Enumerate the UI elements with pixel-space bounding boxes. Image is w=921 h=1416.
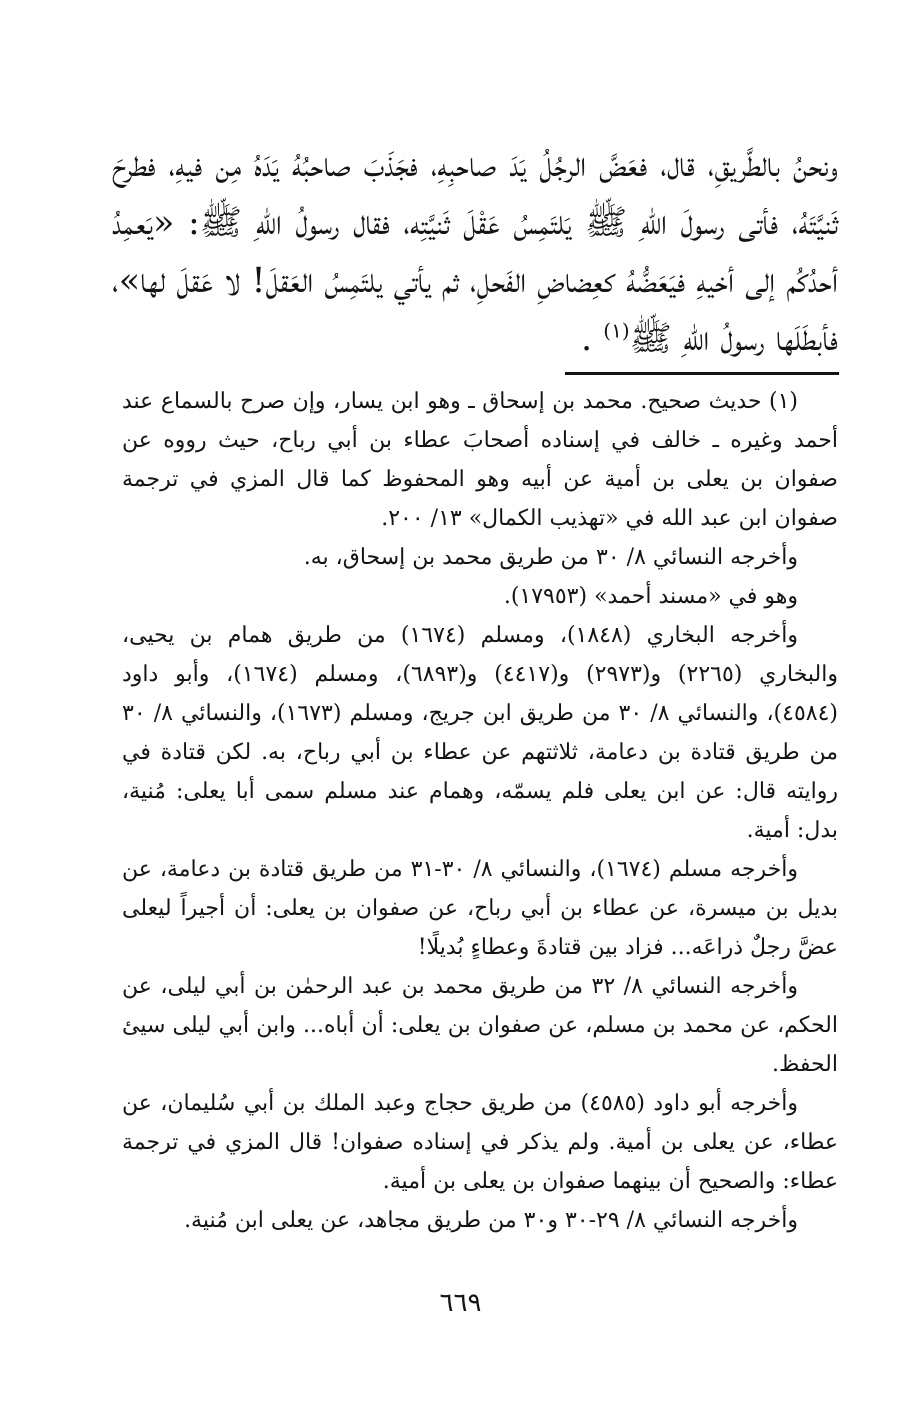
- footnote-paragraph: وأخرجه أبو داود (٤٥٨٥) من طريق حجاج وعبد الملك بن أبي سُليمان، عن عطاء، عن يعلى بن أمية. ولم يذكر في إسناده صفوان! قال المزي في ترجمة عطاء: والصحيح أن بينهما صفوان بن يعلى بن أمية.: [122, 1091, 838, 1194]
- footnote-paragraph: وأخرجه مسلم (١٦٧٤)، والنسائي ٨/ ٣٠-٣١ من طريق قتادة بن دعامة، عن بديل بن ميسرة، عن عطاء بن أبي رباح، عن صفوان بن يعلى: أن أجيراً ليعلى عضَّ رجلٌ ذراعَه... فزاد بين قتادةَ وعطاءٍ بُديلًا!: [122, 857, 838, 960]
- footnote-separator: [565, 372, 839, 375]
- footnote-marker: (١): [603, 318, 630, 343]
- footnote-paragraph: وهو في «مسند أحمد» (١٧٩٥٣).: [503, 584, 798, 609]
- footnote-paragraph: وأخرجه النسائي ٨/ ٣٢ من طريق محمد بن عبد الرحمٰن بن أبي ليلى، عن الحكم، عن محمد بن مسلم، عن صفوان بن يعلى: أن أباه... وابن أبي ليلى سيئ الحفظ.: [122, 974, 838, 1077]
- footnote-1: (١) حديث صحيح. محمد بن إسحاق ـ وهو ابن يسار، وإن صرح بالسماع عند أحمد وغيره ـ خالف في إسناده أصحابَ عطاء بن أبي رباح، حيث رووه عن صفوان بن يعلى بن أمية عن أبيه وهو المحفوظ كما قال المزي في ترجمة صفوان ابن عبد الله في «تهذيب الكمال» ١٣/ ٢٠٠.: [122, 389, 838, 531]
- footnote-paragraph: وأخرجه النسائي ٨/ ٢٩-٣٠ و٣٠ من طريق مجاهد، عن يعلى ابن مُنية.: [184, 1208, 798, 1233]
- footnote-paragraph: وأخرجه البخاري (١٨٤٨)، ومسلم (١٦٧٤) من طريق همام بن يحيى، والبخاري (٢٢٦٥) و(٢٩٧٣) و(٤٤١٧) و(٦٨٩٣)، ومسلم (١٦٧٤)، وأبو داود (٤٥٨٤)، والنسائي ٨/ ٣٠ من طريق ابن جريج، ومسلم (١٦٧٣)، والنسائي ٨/ ٣٠ من طريق قتادة بن دعامة، ثلاثتهم عن عطاء بن أبي رباح، به. لكن قتادة في روايته قال: عن ابن يعلى فلم يسمّه، وهمام عند مسلم سمى أبا يعلى: مُنية، بدل: أمية.: [122, 623, 839, 843]
- page-number: ٦٦٩: [439, 1288, 482, 1318]
- main-text-end: .: [581, 319, 593, 359]
- main-text-body: ونحنُ بالطَّريقِ، قال، فعَضَّ الرجُلُ يَدَ صاحبِهِ، فجَذَبَ صاحبُهُ يَدَهُ مِن فيهِ، فطرحَ ثَنيَّتَهُ، فأتى رسولَ اللهِ ﷺ يَلتَمِسُ عَقْلَ ثَنيَّتِه، فقال رسولُ اللهِ ﷺ: «يَعمِدُ أحدُكُم إلى أخيهِ فيَعَضُّهُ كعِضاضِ الفَحلِ، ثم يأتي يلتَمِسُ العَقلَ! لا عَقلَ لها»، فأبطَلَها رسولُ اللهِ ﷺ: [112, 145, 838, 359]
- footnotes-section: [122, 382, 838, 1240]
- main-hadith-text: [112, 136, 838, 368]
- footnote-paragraph: وأخرجه النسائي ٨/ ٣٠ من طريق محمد بن إسحاق، به.: [303, 545, 798, 570]
- main-paragraph: [112, 136, 838, 368]
- page-number-container: [0, 1288, 921, 1318]
